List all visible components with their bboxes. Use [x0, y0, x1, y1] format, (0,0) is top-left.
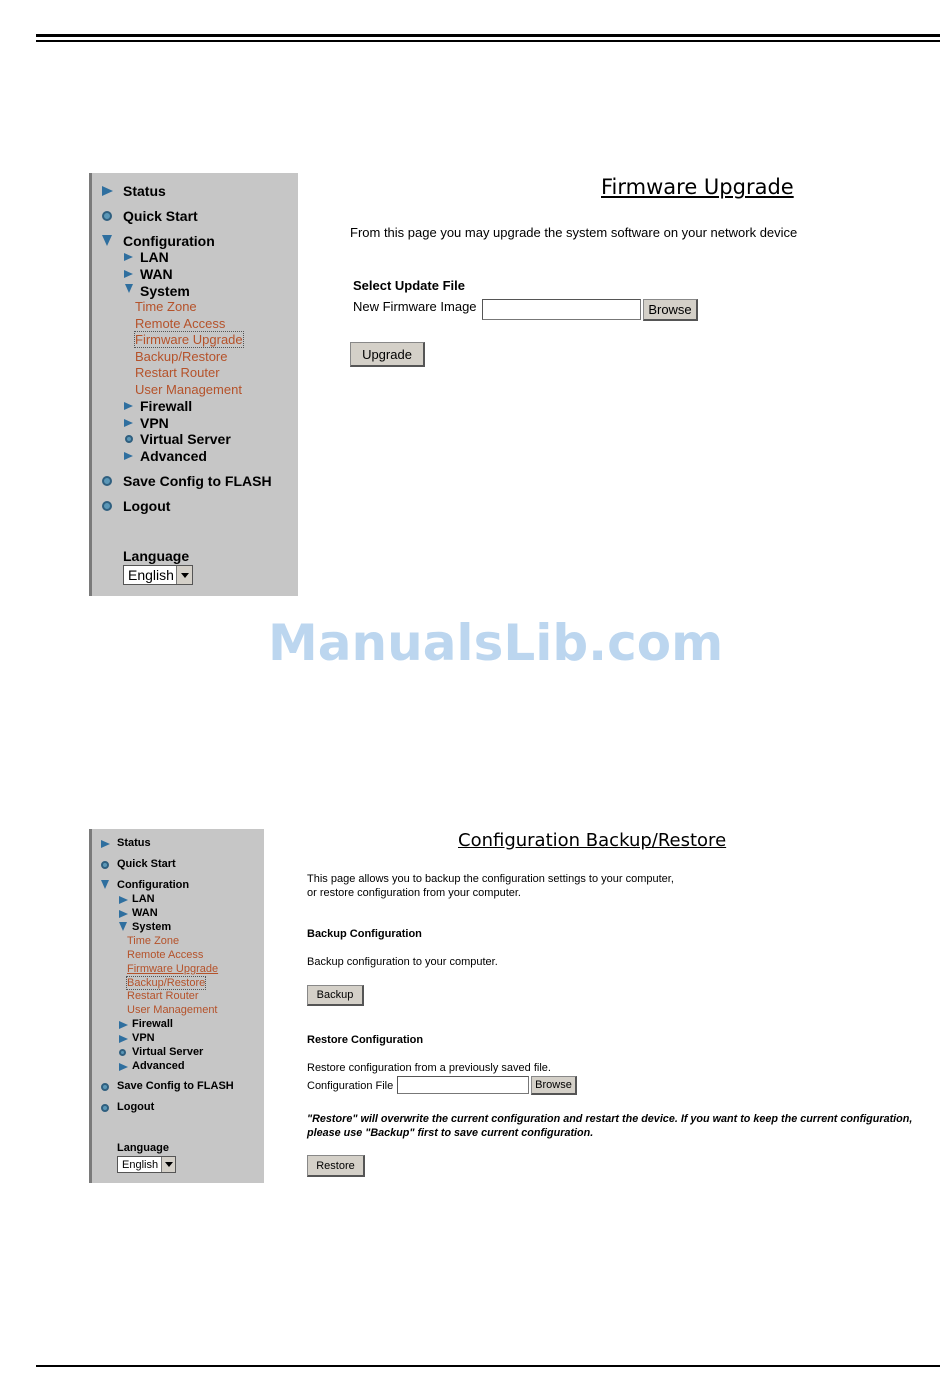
restore-warning-line-2: please use "Backup" first to save current configuration. — [307, 1127, 594, 1139]
language-select[interactable] — [123, 565, 193, 585]
sidebar-item-wan[interactable]: WAN — [132, 907, 158, 919]
sidebar-item-advanced[interactable]: Advanced — [132, 1060, 185, 1072]
arrow-right-icon — [101, 840, 110, 848]
firmware-field-label: New Firmware Image — [353, 299, 477, 314]
sidebar-item-user-management[interactable]: User Management — [127, 1004, 218, 1016]
top-rule-thick — [36, 34, 940, 37]
browse-button[interactable]: Browse — [643, 299, 698, 321]
bullet-dot-icon — [102, 476, 112, 486]
page-title: Configuration Backup/Restore — [458, 830, 727, 851]
section-heading: Select Update File — [353, 278, 465, 293]
sidebar-item-backup-restore[interactable]: Backup/Restore — [135, 349, 228, 364]
language-select[interactable] — [117, 1156, 176, 1173]
sidebar-item-quick-start[interactable]: Quick Start — [123, 208, 198, 224]
sidebar-item-quick-start[interactable]: Quick Start — [117, 858, 176, 870]
dropdown-button[interactable] — [161, 1157, 175, 1172]
top-rule-thin — [36, 40, 940, 42]
sidebar-item-save-config[interactable]: Save Config to FLASH — [117, 1080, 234, 1092]
bottom-rule — [36, 1365, 940, 1367]
sidebar-item-configuration[interactable]: Configuration — [123, 233, 215, 249]
arrow-down-icon — [125, 284, 133, 293]
backup-button[interactable]: Backup — [307, 985, 364, 1006]
arrow-right-icon — [124, 253, 133, 261]
arrow-right-icon — [124, 452, 133, 460]
sidebar-nav — [89, 829, 264, 1183]
arrow-right-icon — [124, 419, 133, 427]
sidebar-item-advanced[interactable]: Advanced — [140, 448, 207, 464]
bullet-dot-icon — [101, 1104, 109, 1112]
restore-heading: Restore Configuration — [307, 1034, 424, 1046]
sidebar-item-firmware-upgrade[interactable]: Firmware Upgrade — [135, 332, 243, 347]
sidebar-item-system[interactable]: System — [140, 283, 190, 299]
restore-button[interactable]: Restore — [307, 1155, 365, 1177]
chevron-down-icon — [165, 1162, 173, 1167]
page-title: Firmware Upgrade — [601, 175, 794, 199]
sidebar-item-restart-router[interactable]: Restart Router — [127, 990, 199, 1002]
language-select-value: English — [128, 567, 174, 583]
arrow-right-icon — [119, 896, 128, 904]
sidebar-item-lan[interactable]: LAN — [140, 249, 169, 265]
sidebar-item-firewall[interactable]: Firewall — [132, 1018, 173, 1030]
chevron-down-icon — [181, 573, 189, 578]
sidebar-item-remote-access[interactable]: Remote Access — [127, 949, 204, 961]
dropdown-button[interactable] — [176, 566, 192, 584]
intro-line-1: This page allows you to backup the configuration settings to your computer, — [307, 873, 674, 885]
restore-warning-line-1: "Restore" will overwrite the current configuration and restart the device. If you want to keep the current configuration, — [307, 1113, 913, 1125]
sidebar-item-logout[interactable]: Logout — [117, 1101, 155, 1113]
language-select-value: English — [122, 1158, 159, 1171]
bullet-dot-icon — [101, 1083, 109, 1091]
backup-heading: Backup Configuration — [307, 928, 422, 940]
arrow-right-icon — [119, 1021, 128, 1029]
sidebar-item-restart-router[interactable]: Restart Router — [135, 365, 220, 380]
bullet-dot-icon — [119, 1049, 126, 1056]
firmware-file-input[interactable] — [482, 299, 641, 320]
arrow-right-icon — [124, 402, 133, 410]
intro-line-2: or restore configuration from your computer. — [307, 887, 521, 899]
arrow-right-icon — [119, 910, 128, 918]
sidebar-item-status[interactable]: Status — [123, 183, 166, 199]
sidebar-item-logout[interactable]: Logout — [123, 498, 171, 514]
config-file-input[interactable] — [397, 1076, 529, 1094]
sidebar-item-time-zone[interactable]: Time Zone — [127, 935, 180, 947]
sidebar-item-system[interactable]: System — [132, 921, 172, 933]
sidebar-item-status[interactable]: Status — [117, 837, 151, 849]
sidebar-item-wan[interactable]: WAN — [140, 266, 173, 282]
sidebar-item-firmware-upgrade[interactable]: Firmware Upgrade — [127, 963, 219, 975]
sidebar-item-save-config[interactable]: Save Config to FLASH — [123, 473, 272, 489]
watermark: ManualsLib.com — [268, 614, 724, 672]
arrow-down-icon — [102, 235, 112, 246]
bullet-dot-icon — [102, 211, 112, 221]
sidebar-item-backup-restore[interactable]: Backup/Restore — [127, 977, 206, 989]
restore-description: Restore configuration from a previously saved file. — [307, 1062, 551, 1074]
arrow-right-icon — [119, 1035, 128, 1043]
arrow-right-icon — [102, 186, 113, 196]
config-file-label: Configuration File — [307, 1080, 394, 1092]
browse-button[interactable]: Browse — [531, 1076, 577, 1095]
sidebar-item-firewall[interactable]: Firewall — [140, 398, 193, 414]
sidebar-item-remote-access[interactable]: Remote Access — [135, 316, 226, 331]
sidebar-item-lan[interactable]: LAN — [132, 893, 155, 905]
sidebar-nav — [89, 173, 298, 596]
page-description: From this page you may upgrade the system software on your network device — [350, 225, 798, 240]
arrow-down-icon — [119, 922, 127, 931]
sidebar-item-vpn[interactable]: VPN — [132, 1032, 155, 1044]
bullet-dot-icon — [101, 861, 109, 869]
arrow-right-icon — [124, 270, 133, 278]
sidebar-item-user-management[interactable]: User Management — [135, 382, 242, 397]
arrow-down-icon — [101, 880, 109, 889]
sidebar-item-time-zone[interactable]: Time Zone — [135, 299, 197, 314]
language-label: Language — [123, 548, 190, 564]
language-label: Language — [117, 1142, 169, 1154]
sidebar-item-configuration[interactable]: Configuration — [117, 879, 190, 891]
bullet-dot-icon — [102, 501, 112, 511]
arrow-right-icon — [119, 1063, 128, 1071]
sidebar-item-virtual-server[interactable]: Virtual Server — [132, 1046, 204, 1058]
upgrade-button[interactable]: Upgrade — [350, 342, 425, 367]
bullet-dot-icon — [125, 435, 133, 443]
sidebar-item-vpn[interactable]: VPN — [140, 415, 169, 431]
sidebar-item-virtual-server[interactable]: Virtual Server — [140, 431, 231, 447]
backup-description: Backup configuration to your computer. — [307, 956, 498, 968]
